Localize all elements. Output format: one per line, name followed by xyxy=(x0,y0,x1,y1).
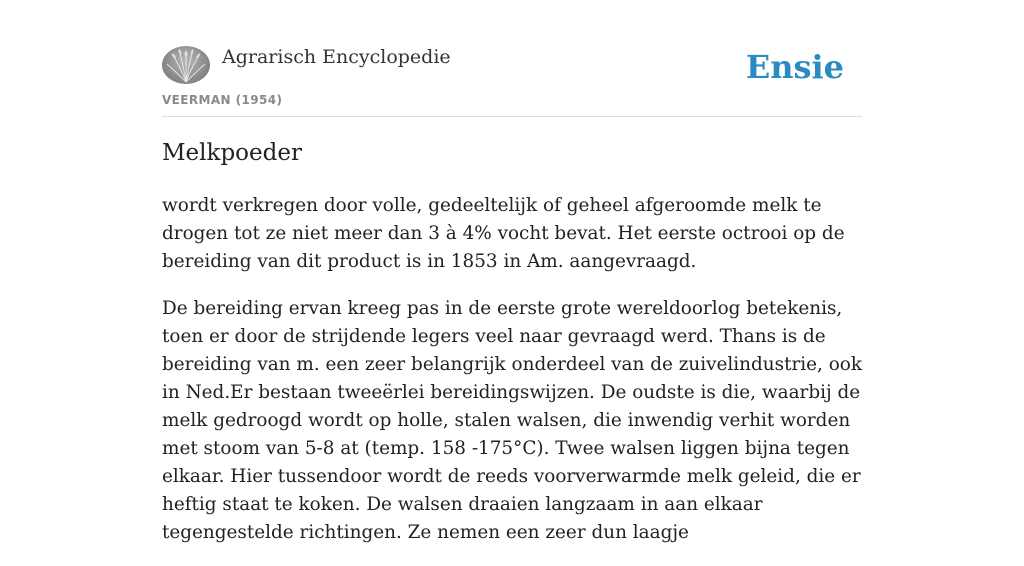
article-body xyxy=(162,192,862,566)
header xyxy=(162,46,862,117)
page-title: Melkpoeder xyxy=(162,140,302,166)
article-paragraph: De bereiding ervan kreeg pas in de eerste grote wereldoorlog betekenis, toen er door de strijdende legers veel naar gevraagd werd. Thans is de bereiding van m. een zeer belangrijk onderdeel van de zuivelindustrie, ook in Ned.Er bestaan tweeërlei bereidingswijzen. De oudste is die, waarbij de melk gedroogd wordt op holle, stalen walsen, die inwendig verhit worden met stoom van 5-8 at (temp. 158 -175°C). Twee walsen liggen bijna tegen elkaar. Hier tussendoor wordt de reeds voorverwarmde melk geleid, die er heftig staat te koken. De walsen draaien langzaam in aan elkaar tegengestelde richtingen. Ze nemen een zeer dun laagje xyxy=(162,298,862,543)
brand-logo[interactable]: Ensie xyxy=(745,48,844,86)
byline: VEERMAN (1954) xyxy=(162,93,283,107)
wheat-logo-icon[interactable] xyxy=(162,46,210,84)
source-title[interactable]: Agrarisch Encyclopedie xyxy=(222,46,451,68)
article-paragraph: wordt verkregen door volle, gedeeltelijk of geheel afgeroomde melk te drogen tot ze niet meer dan 3 à 4% vocht bevat. Het eerste octrooi op de bereiding van dit product is in 1853 in Am. aangevraagd. xyxy=(162,195,845,272)
